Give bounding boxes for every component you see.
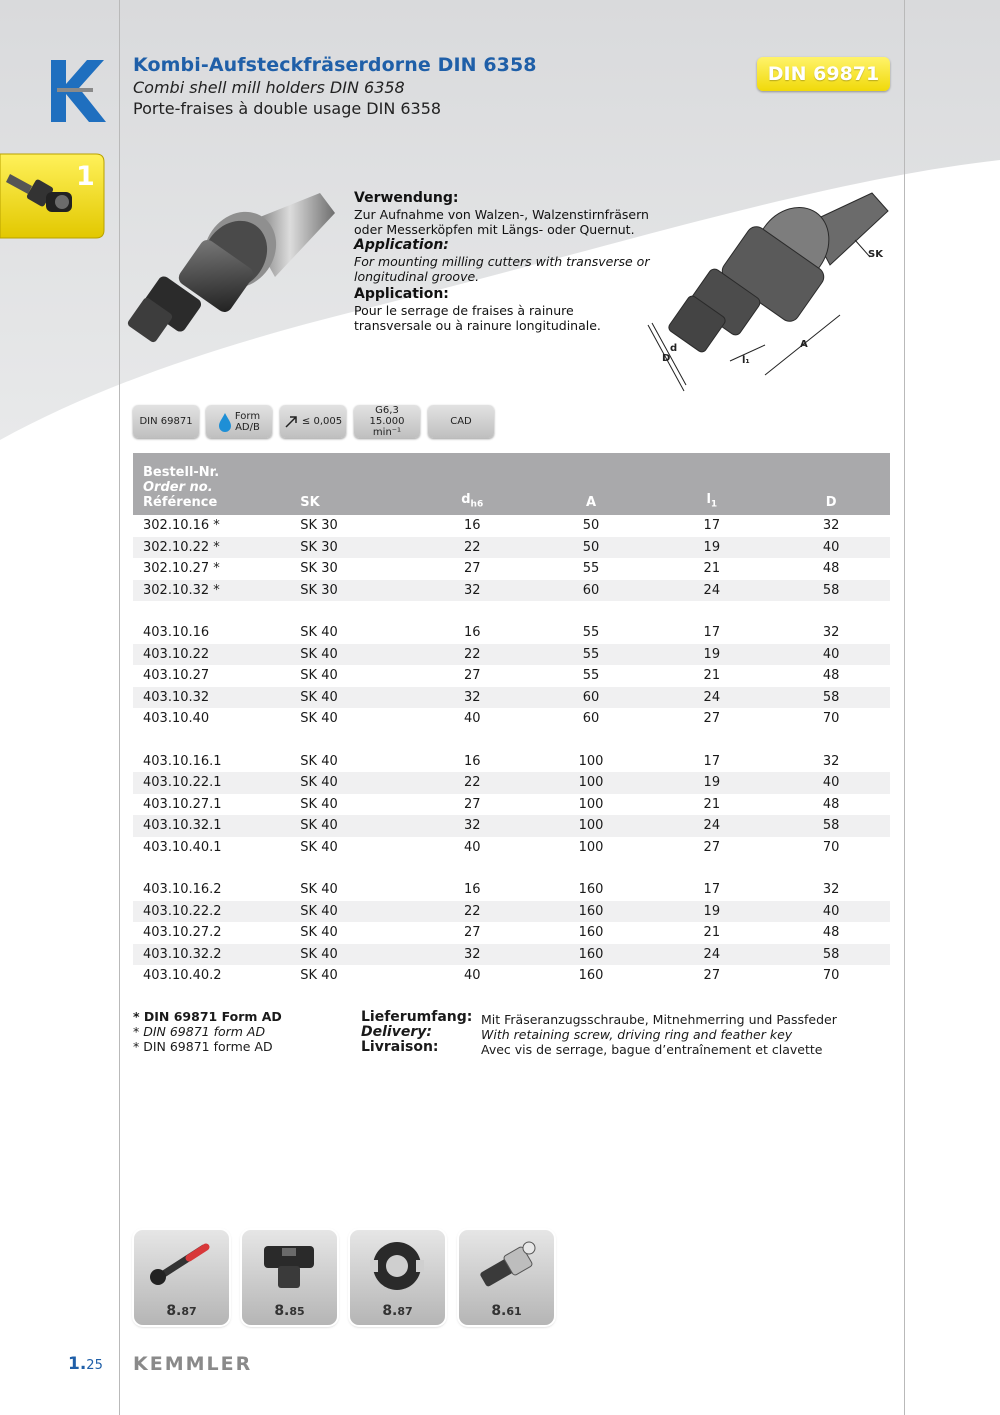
table-cell: 40 — [772, 772, 890, 794]
accessory-tile-2[interactable] — [242, 1230, 337, 1325]
table-row — [133, 537, 890, 559]
header-l1-main: l — [706, 492, 711, 508]
table-cell: 160 — [531, 901, 652, 923]
table-cell: 160 — [578, 882, 604, 898]
table-cell: 58 — [772, 815, 890, 837]
chip-form-line2: AD/B — [235, 421, 260, 433]
table-cell: 302.10.22 * — [133, 537, 300, 559]
accessory-3-sub: 87 — [397, 1305, 413, 1318]
table-cell: 60 — [531, 580, 652, 602]
chip-form — [206, 405, 272, 438]
table-cell: 403.10.16 — [143, 625, 210, 641]
table-cell: 16 — [463, 753, 481, 769]
table-cell: 32 — [822, 625, 840, 641]
table-cell: 22 — [414, 772, 531, 794]
table-cell: 40 — [772, 901, 890, 923]
table-cell: 32 — [414, 944, 531, 966]
header-order-no — [133, 453, 300, 515]
spacer-cell — [133, 730, 890, 751]
page-number-main: 1. — [68, 1354, 87, 1374]
table-row — [133, 708, 890, 730]
table-cell: 21 — [703, 925, 721, 941]
table-cell: 403.10.32.2 — [133, 944, 300, 966]
table-cell: 403.10.22.2 — [133, 901, 300, 923]
drawing-label-l1: l₁ — [742, 355, 750, 366]
table-cell: 19 — [651, 644, 772, 666]
table-cell: SK 40 — [300, 644, 414, 666]
header-order-en: Order no. — [143, 480, 213, 495]
usage-text-fr: Pour le serrage de fraises à rainure transversale ou à rainure longitudinale. — [354, 303, 601, 333]
pull-stud-icon — [459, 1230, 554, 1300]
table-cell: 27 — [463, 561, 481, 577]
table-cell: 403.10.16.2 — [143, 882, 222, 898]
table-cell: 50 — [582, 518, 600, 534]
spacer-cell — [133, 858, 890, 879]
header-order-de: Bestell-Nr. — [143, 465, 220, 480]
table-cell: 70 — [822, 711, 840, 727]
usage-heading-en: Application: — [354, 237, 449, 253]
table-cell: 403.10.40.1 — [143, 839, 222, 855]
accessory-1-sub: 87 — [181, 1305, 197, 1318]
usage-text-de: Zur Aufnahme von Walzen-, Walzenstirnfräsern oder Messerköpfen mit Längs- oder Quernut. — [354, 207, 649, 237]
table-cell: SK 40 — [300, 901, 414, 923]
drawing-label-d: d — [670, 343, 678, 354]
accessory-4-sub: 61 — [506, 1305, 522, 1318]
accessory-label-1 — [134, 1303, 229, 1319]
header-D: D — [772, 453, 890, 515]
footnote-de: * DIN 69871 Form AD — [133, 1009, 282, 1024]
chip-din — [133, 405, 199, 438]
accessory-tile-4[interactable] — [459, 1230, 554, 1325]
table-header-row — [133, 453, 890, 515]
usage-heading-fr: Application: — [354, 286, 449, 302]
accessory-4-main: 8. — [491, 1303, 507, 1319]
usage-heading-de: Verwendung: — [354, 190, 459, 206]
product-photo — [125, 185, 340, 360]
delivery-labels — [361, 1010, 472, 1055]
table-row — [133, 644, 890, 666]
header-l1 — [651, 453, 772, 515]
accessory-2-sub: 85 — [289, 1305, 305, 1318]
table-row — [133, 965, 890, 987]
chip-cad[interactable] — [428, 405, 494, 438]
table-cell: 58 — [772, 580, 890, 602]
chip-din-label: DIN 69871 — [139, 416, 193, 427]
header-dh6-main: d — [461, 492, 471, 508]
table-row — [133, 879, 890, 901]
table-cell: 100 — [578, 796, 604, 812]
table-row — [133, 751, 890, 773]
table-cell: 40 — [463, 839, 481, 855]
delivery-text-en: With retaining screw, driving ring and feather key — [481, 1027, 793, 1042]
table-row — [133, 687, 890, 709]
table-cell: 55 — [531, 644, 652, 666]
usage-text-en: For mounting milling cutters with transverse or longitudinal groove. — [354, 254, 650, 284]
header-dh6 — [414, 453, 531, 515]
table-cell: 100 — [578, 753, 604, 769]
delivery-texts — [481, 1012, 837, 1057]
table-row — [133, 794, 890, 816]
chip-balance-line1: G6,3 — [375, 405, 399, 416]
coolant-drop-icon — [218, 412, 232, 432]
table-cell: 17 — [703, 625, 721, 641]
table-cell: SK 40 — [300, 625, 338, 641]
din-badge: DIN 69871 — [757, 57, 890, 91]
table-cell: 403.10.22.1 — [133, 772, 300, 794]
table-row — [133, 558, 890, 580]
accessory-label-2 — [242, 1303, 337, 1319]
table-cell: 32 — [414, 815, 531, 837]
table-cell: 302.10.32 * — [133, 580, 300, 602]
table-cell: 60 — [531, 687, 652, 709]
table-cell: 403.10.22 — [133, 644, 300, 666]
chip-runout-label: ≤ 0,005 — [301, 416, 343, 427]
drawing-label-a: A — [800, 339, 808, 350]
key-icon — [242, 1230, 337, 1300]
table-cell: 48 — [822, 925, 840, 941]
table-cell: 40 — [772, 644, 890, 666]
accessory-1-main: 8. — [166, 1303, 182, 1319]
table-cell: SK 40 — [300, 772, 414, 794]
table-row — [133, 665, 890, 687]
table-cell: 160 — [578, 925, 604, 941]
page-number-sub: 25 — [86, 1358, 103, 1373]
table-cell: 24 — [651, 815, 772, 837]
table-cell: SK 40 — [300, 839, 338, 855]
table-cell: 403.10.16.1 — [143, 753, 222, 769]
table-cell: 27 — [463, 796, 481, 812]
table-cell: 27 — [463, 668, 481, 684]
accessory-tile-3[interactable] — [350, 1230, 445, 1325]
table-cell: SK 40 — [300, 968, 338, 984]
table-cell: 70 — [822, 968, 840, 984]
table-group-spacer — [133, 601, 890, 622]
chip-form-line1: Form — [234, 410, 261, 422]
table-cell: 21 — [703, 561, 721, 577]
table-cell: 40 — [772, 537, 890, 559]
table-row — [133, 922, 890, 944]
table-cell: SK 40 — [300, 687, 414, 709]
table-cell: 403.10.27.2 — [143, 925, 222, 941]
table-cell: 55 — [582, 668, 600, 684]
table-cell: 19 — [651, 772, 772, 794]
table-row — [133, 580, 890, 602]
table-group-spacer — [133, 858, 890, 879]
table-row — [133, 772, 890, 794]
table-cell: 21 — [703, 796, 721, 812]
table-cell: 27 — [703, 968, 721, 984]
table-cell: 48 — [822, 668, 840, 684]
table-cell: 32 — [822, 518, 840, 534]
chip-balance-line2: 15.000 min⁻¹ — [369, 416, 405, 438]
header-dh6-sub: h6 — [470, 500, 484, 510]
title-german: Kombi-Aufsteckfräserdorne DIN 6358 — [133, 54, 537, 76]
table-row — [133, 837, 890, 859]
table-cell: 48 — [822, 561, 840, 577]
table-cell: 17 — [703, 882, 721, 898]
footnote-en: * DIN 69871 form AD — [133, 1024, 266, 1039]
table-cell: 16 — [463, 882, 481, 898]
table-cell: 16 — [463, 518, 481, 534]
table-cell: 40 — [463, 711, 481, 727]
delivery-label-de: Lieferumfang: — [361, 1009, 473, 1025]
table-cell: 17 — [703, 518, 721, 534]
technical-drawing — [640, 185, 895, 395]
table-cell: 55 — [582, 561, 600, 577]
left-margin-line — [119, 0, 120, 1415]
footnotes — [133, 1009, 282, 1054]
table-cell: 19 — [651, 537, 772, 559]
table-cell: 27 — [463, 925, 481, 941]
table-cell: 27 — [703, 711, 721, 727]
spacer-cell — [133, 601, 890, 622]
table-cell: SK 40 — [300, 668, 338, 684]
header-order-fr: Référence — [143, 495, 218, 510]
table-cell: 27 — [703, 839, 721, 855]
table-cell: 55 — [582, 625, 600, 641]
table-cell: SK 40 — [300, 944, 414, 966]
table-cell: 403.10.40 — [143, 711, 210, 727]
chip-runout — [280, 405, 346, 438]
table-cell: 22 — [414, 644, 531, 666]
page-number — [68, 1354, 103, 1374]
header-a: A — [531, 453, 652, 515]
table-cell: SK 40 — [300, 925, 338, 941]
table-cell: 17 — [703, 753, 721, 769]
table-cell: SK 40 — [300, 815, 414, 837]
table-cell: 160 — [578, 968, 604, 984]
chapter-number: 1 — [76, 161, 95, 192]
header-l1-sub: 1 — [710, 500, 718, 510]
accessory-label-3 — [350, 1303, 445, 1319]
table-cell: 100 — [531, 772, 652, 794]
delivery-label-fr: Livraison: — [361, 1039, 439, 1055]
header-sk: SK — [300, 453, 414, 515]
table-row — [133, 515, 890, 537]
table-cell: 302.10.27 * — [143, 561, 220, 577]
table-cell: SK 40 — [300, 753, 338, 769]
table-cell: 50 — [531, 537, 652, 559]
table-cell: 24 — [651, 944, 772, 966]
table-cell: 32 — [822, 753, 840, 769]
table-cell: 60 — [582, 711, 600, 727]
table-cell: 16 — [463, 625, 481, 641]
table-cell: 403.10.27.1 — [143, 796, 222, 812]
table-cell: SK 40 — [300, 796, 338, 812]
kemmler-logo-icon — [49, 58, 107, 124]
table-cell: SK 30 — [300, 518, 338, 534]
runout-arrow-icon — [284, 415, 298, 429]
table-cell: 40 — [463, 968, 481, 984]
table-cell: 100 — [578, 839, 604, 855]
table-cell: 58 — [772, 944, 890, 966]
table-cell: SK 30 — [300, 537, 414, 559]
table-cell: 22 — [414, 537, 531, 559]
table-cell: 403.10.27 — [143, 668, 210, 684]
table-cell: 58 — [772, 687, 890, 709]
delivery-text-de: Mit Fräseranzugsschraube, Mitnehmerring und Passfeder — [481, 1012, 837, 1027]
usage-text — [354, 190, 654, 333]
table-row — [133, 944, 890, 966]
footnote-fr: * DIN 69871 forme AD — [133, 1039, 273, 1054]
accessory-tile-1[interactable] — [134, 1230, 229, 1325]
drawing-label-D: D — [662, 353, 671, 364]
table-row — [133, 815, 890, 837]
table-cell: 160 — [531, 944, 652, 966]
order-table — [133, 453, 890, 987]
title-english: Combi shell mill holders DIN 6358 — [133, 78, 405, 97]
table-cell: 24 — [651, 580, 772, 602]
table-cell: 32 — [414, 687, 531, 709]
table-cell: 70 — [822, 839, 840, 855]
table-cell: 100 — [531, 815, 652, 837]
accessory-3-main: 8. — [382, 1303, 398, 1319]
table-body — [133, 515, 890, 987]
table-cell: 302.10.16 * — [143, 518, 220, 534]
drawing-label-sk: SK — [868, 249, 883, 260]
table-cell: SK 40 — [300, 882, 338, 898]
table-cell: SK 30 — [300, 580, 414, 602]
ring-icon — [350, 1230, 445, 1300]
table-cell: 48 — [822, 796, 840, 812]
table-cell: 403.10.32 — [133, 687, 300, 709]
wrench-icon — [134, 1230, 229, 1300]
title-french: Porte-fraises à double usage DIN 6358 — [133, 99, 442, 118]
table-cell: 32 — [414, 580, 531, 602]
table-cell: 32 — [822, 882, 840, 898]
table-row — [133, 622, 890, 644]
table-cell: 403.10.40.2 — [143, 968, 222, 984]
table-row — [133, 901, 890, 923]
table-cell: 403.10.32.1 — [133, 815, 300, 837]
chip-balance — [354, 405, 420, 438]
table-cell: 21 — [703, 668, 721, 684]
table-cell: 19 — [651, 901, 772, 923]
table-cell: SK 30 — [300, 561, 338, 577]
accessory-label-4 — [459, 1303, 554, 1319]
table-cell: SK 40 — [300, 711, 338, 727]
chip-cad-label: CAD — [450, 416, 472, 427]
table-cell: 24 — [651, 687, 772, 709]
table-cell: 22 — [414, 901, 531, 923]
right-margin-line — [904, 0, 905, 1415]
brand-name: KEMMLER — [133, 1353, 253, 1375]
table-group-spacer — [133, 730, 890, 751]
accessory-2-main: 8. — [274, 1303, 290, 1319]
delivery-label-en: Delivery: — [361, 1024, 432, 1040]
delivery-text-fr: Avec vis de serrage, bague d’entraînement et clavette — [481, 1042, 823, 1057]
